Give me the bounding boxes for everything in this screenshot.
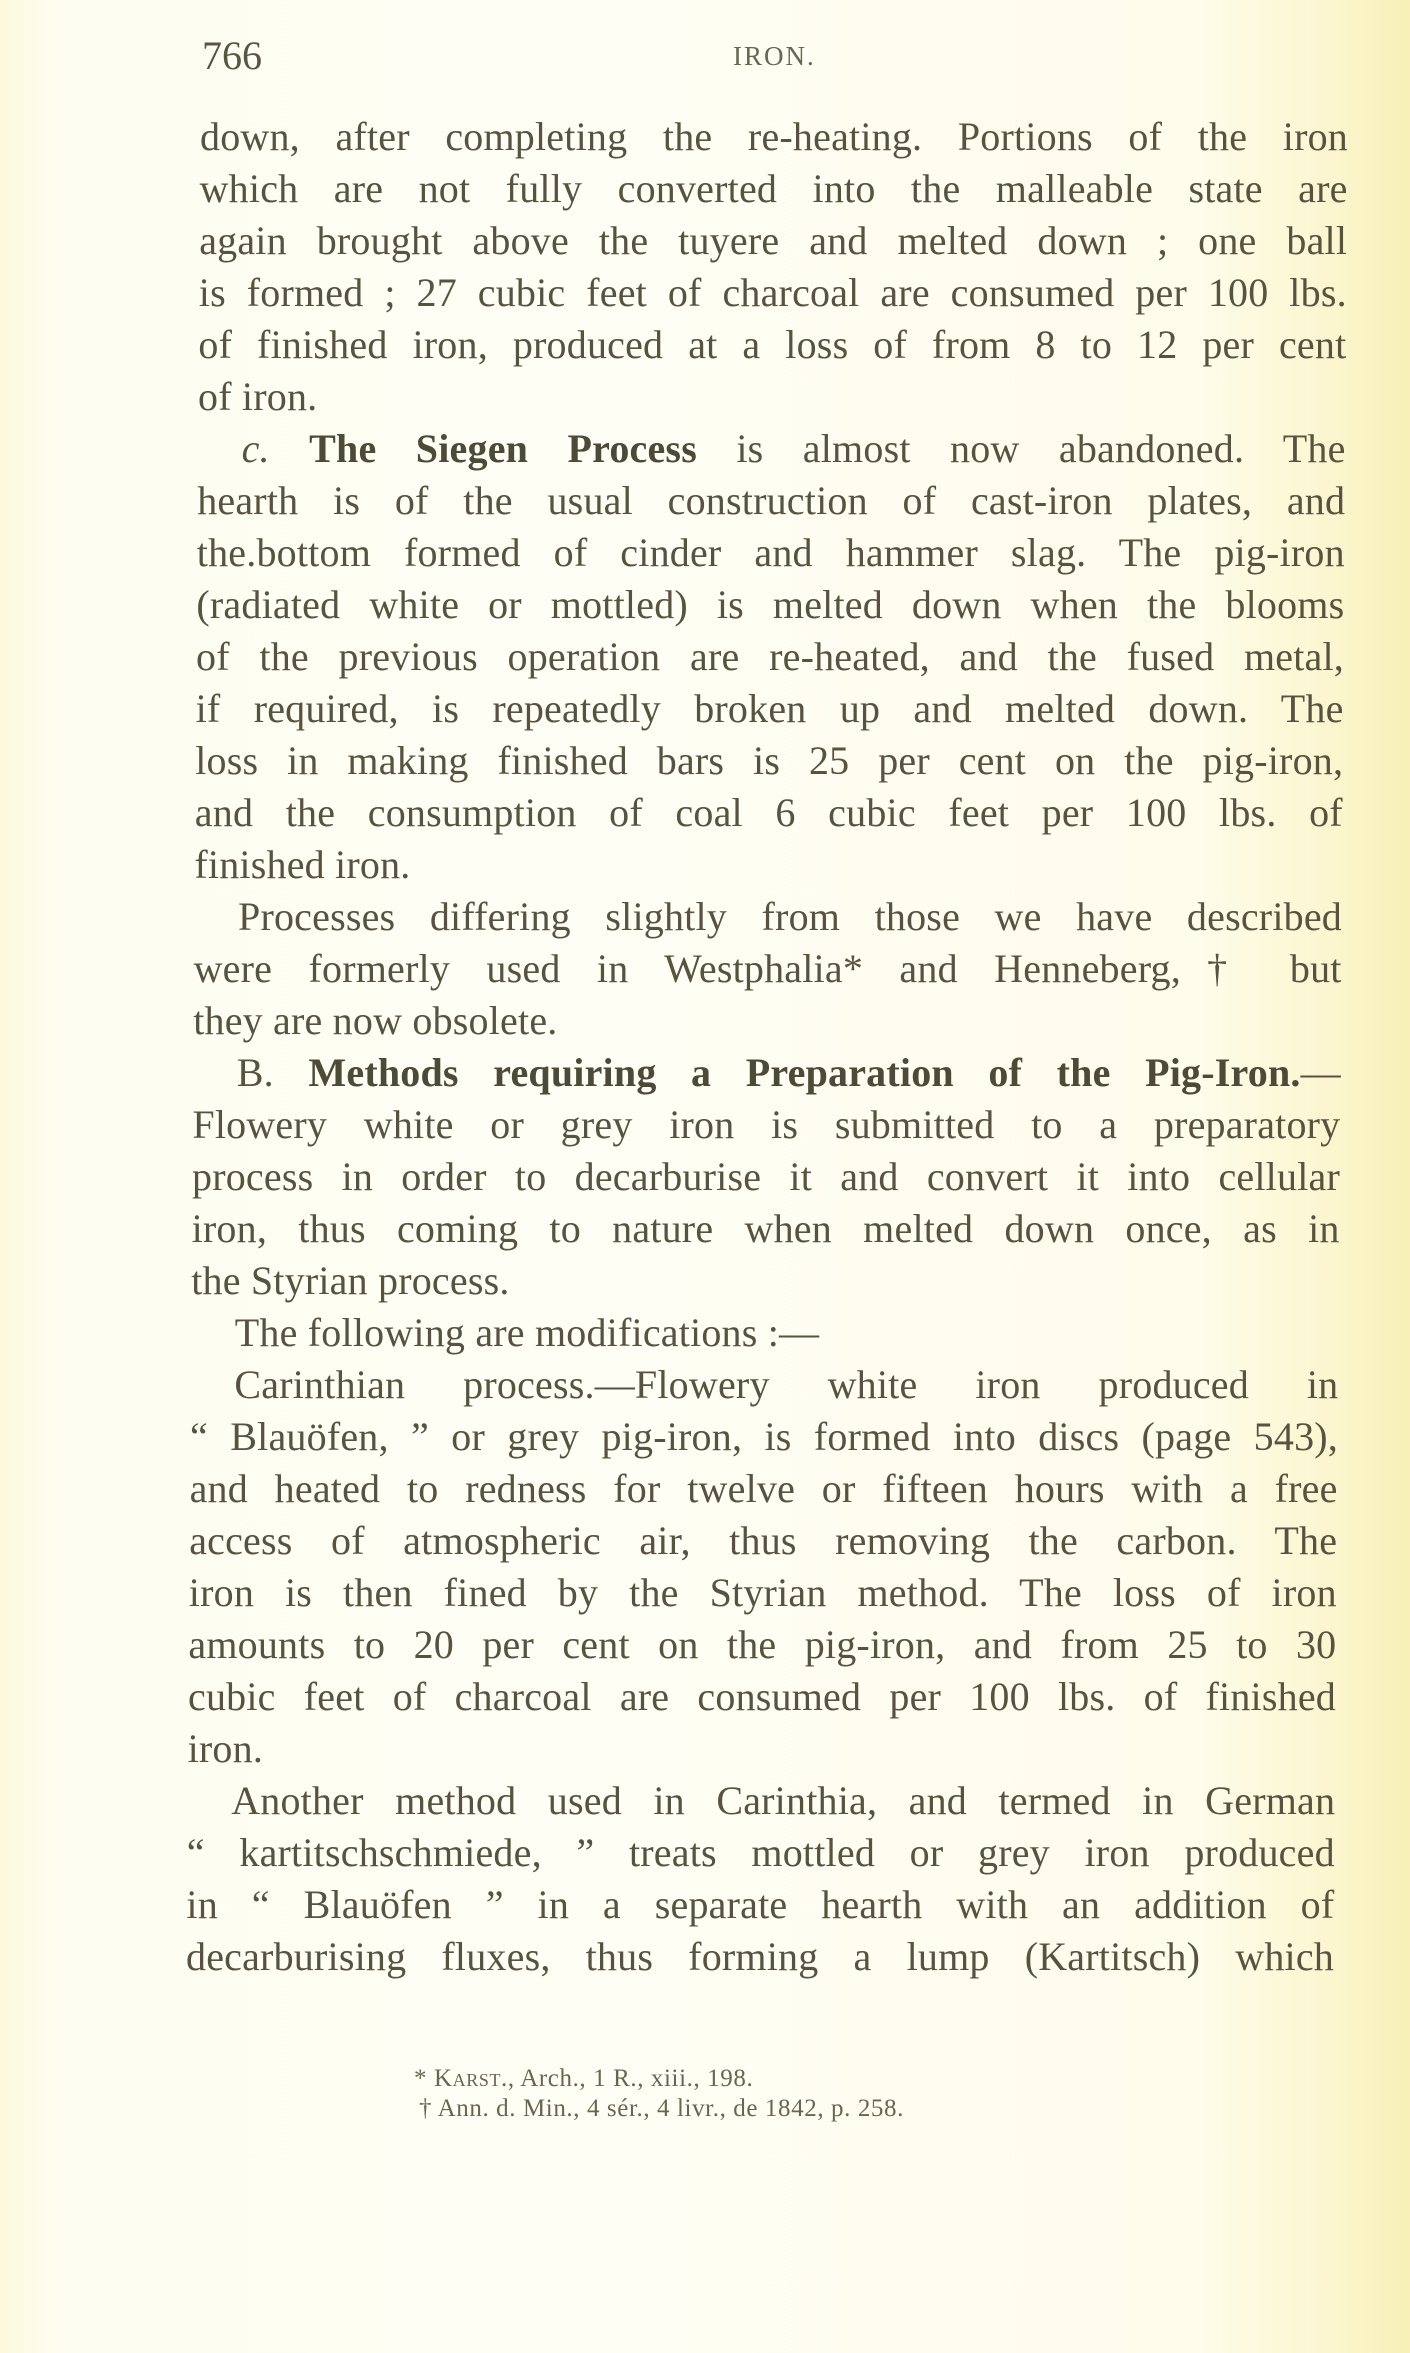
line-text: hearth is of the usual construction of cast-iron plates, and [197, 478, 1346, 523]
footnote [414, 2064, 753, 2094]
text-line [194, 943, 1342, 995]
line-text: of finished iron, produced at a loss of from 8 to 12 per cent [198, 322, 1347, 367]
line-text: iron is then fined by the Styrian method. The loss of iron [188, 1570, 1337, 1615]
line-text: The following are modifications :— [234, 1310, 820, 1355]
text-line [192, 1151, 1340, 1203]
text-line [190, 1411, 1338, 1463]
text-line [196, 683, 1344, 735]
text-line [231, 1775, 1335, 1827]
line-text: were formerly used in Westphalia* and Henneberg,† but [193, 946, 1342, 991]
text-line [188, 1671, 1336, 1723]
text-line [186, 1879, 1334, 1931]
line-text: access of atmospheric air, thus removing the carbon. The [189, 1518, 1338, 1563]
line-text: process in order to decarburise it and convert it into cellular [192, 1154, 1340, 1199]
text-line [200, 163, 1348, 215]
line-text: and heated to redness for twelve or fifteen hours with a free [189, 1466, 1338, 1511]
line-text: and the consumption of coal 6 cubic feet per 100 lbs. of [194, 790, 1343, 835]
text-line [188, 1723, 1336, 1775]
bold-heading-text: The Siegen Process [309, 426, 697, 471]
footnote-mark: * [414, 2065, 428, 2092]
line-text: decarburising fluxes, thus forming a lump (Kartitsch) which [186, 1934, 1334, 1979]
text-line [192, 1203, 1340, 1255]
line-text: Another method used in Carinthia, and termed in German [231, 1778, 1336, 1823]
line-text [270, 426, 309, 471]
text-line [197, 475, 1345, 527]
line-text: of the previous operation are re-heated, and the fused metal, [196, 634, 1344, 679]
italic-label: c. [241, 426, 270, 471]
line-text: down, after completing the re-heating. Portions of the iron [200, 114, 1348, 159]
footnote-author: Karst. [433, 2065, 508, 2092]
text-line [198, 319, 1346, 371]
line-text: is almost now abandoned. The [696, 426, 1346, 471]
text-line [189, 1567, 1337, 1619]
footnote-mark: † [419, 2095, 433, 2122]
footnote-text: , Arch., 1 R., xiii., 198. [507, 2065, 754, 2092]
line-text: the.bottom formed of cinder and hammer slag. The pig-iron [196, 530, 1345, 575]
line-text: if required, is repeatedly broken up and melted down. The [195, 686, 1344, 731]
line-text: — [1300, 1050, 1341, 1095]
footnote-text: Ann. d. Min., 4 sér., 4 livr., de 1842, p. 258. [437, 2095, 904, 2122]
line-text: iron. [187, 1726, 264, 1771]
line-text: finished iron. [194, 842, 411, 887]
text-line [187, 1827, 1335, 1879]
text-line [242, 423, 1346, 475]
text-line [190, 1463, 1338, 1515]
line-text: they are now obsolete. [193, 998, 558, 1043]
text-line [238, 891, 1342, 943]
text-line [186, 1931, 1334, 1983]
text-line [193, 995, 1341, 1047]
text-line [199, 267, 1347, 319]
line-text: “ Blauöfen, ” or grey pig-iron, is formed into discs (page 543), [190, 1414, 1338, 1459]
text-line [235, 1307, 1339, 1359]
line-text: Processes differing slightly from those we have described [238, 894, 1342, 939]
footnote [419, 2094, 904, 2124]
text-line [200, 111, 1348, 163]
text-line [189, 1515, 1337, 1567]
line-text: in “ Blauöfen ” in a separate hearth with an addition of [186, 1882, 1335, 1927]
bold-heading-text: Methods requiring a Preparation of the Pig-Iron. [308, 1050, 1301, 1095]
line-text: which are not fully converted into the malleable state are [199, 166, 1348, 211]
line-text: loss in making finished bars is 25 per cent on the pig-iron, [195, 738, 1344, 783]
line-text: the Styrian process. [191, 1258, 510, 1303]
text-line [234, 1359, 1338, 1411]
line-text: B. [236, 1050, 309, 1095]
text-line [196, 579, 1344, 631]
line-text: cubic feet of charcoal are consumed per 100 lbs. of finished [188, 1674, 1336, 1719]
line-text: amounts to 20 per cent on the pig-iron, and from 25 to 30 [188, 1622, 1337, 1667]
text-line [188, 1619, 1336, 1671]
text-line [196, 631, 1344, 683]
page-number: 766 [202, 33, 262, 78]
text-line [191, 1255, 1339, 1307]
text-line [194, 839, 1342, 891]
line-text: again brought above the tuyere and melted down ; one ball [199, 218, 1348, 263]
line-text: (radiated white or mottled) is melted down when the blooms [196, 582, 1345, 627]
line-text: is formed ; 27 cubic feet of charcoal are consumed per 100 lbs. [198, 270, 1347, 315]
running-title: IRON. [733, 41, 816, 71]
line-text: Carinthian process.—Flowery white iron produced in [234, 1362, 1339, 1407]
text-line [195, 787, 1343, 839]
line-text: of iron. [198, 374, 318, 419]
text-line [237, 1047, 1341, 1099]
text-line [197, 527, 1345, 579]
line-text: iron, thus coming to nature when melted down once, as in [191, 1206, 1340, 1251]
text-line [199, 215, 1347, 267]
text-line [195, 735, 1343, 787]
line-text: “ kartitschschmiede, ” treats mottled or grey iron produced [186, 1830, 1335, 1875]
text-line [198, 371, 1346, 423]
line-text: Flowery white or grey iron is submitted to a preparatory [192, 1102, 1341, 1147]
text-line [192, 1099, 1340, 1151]
